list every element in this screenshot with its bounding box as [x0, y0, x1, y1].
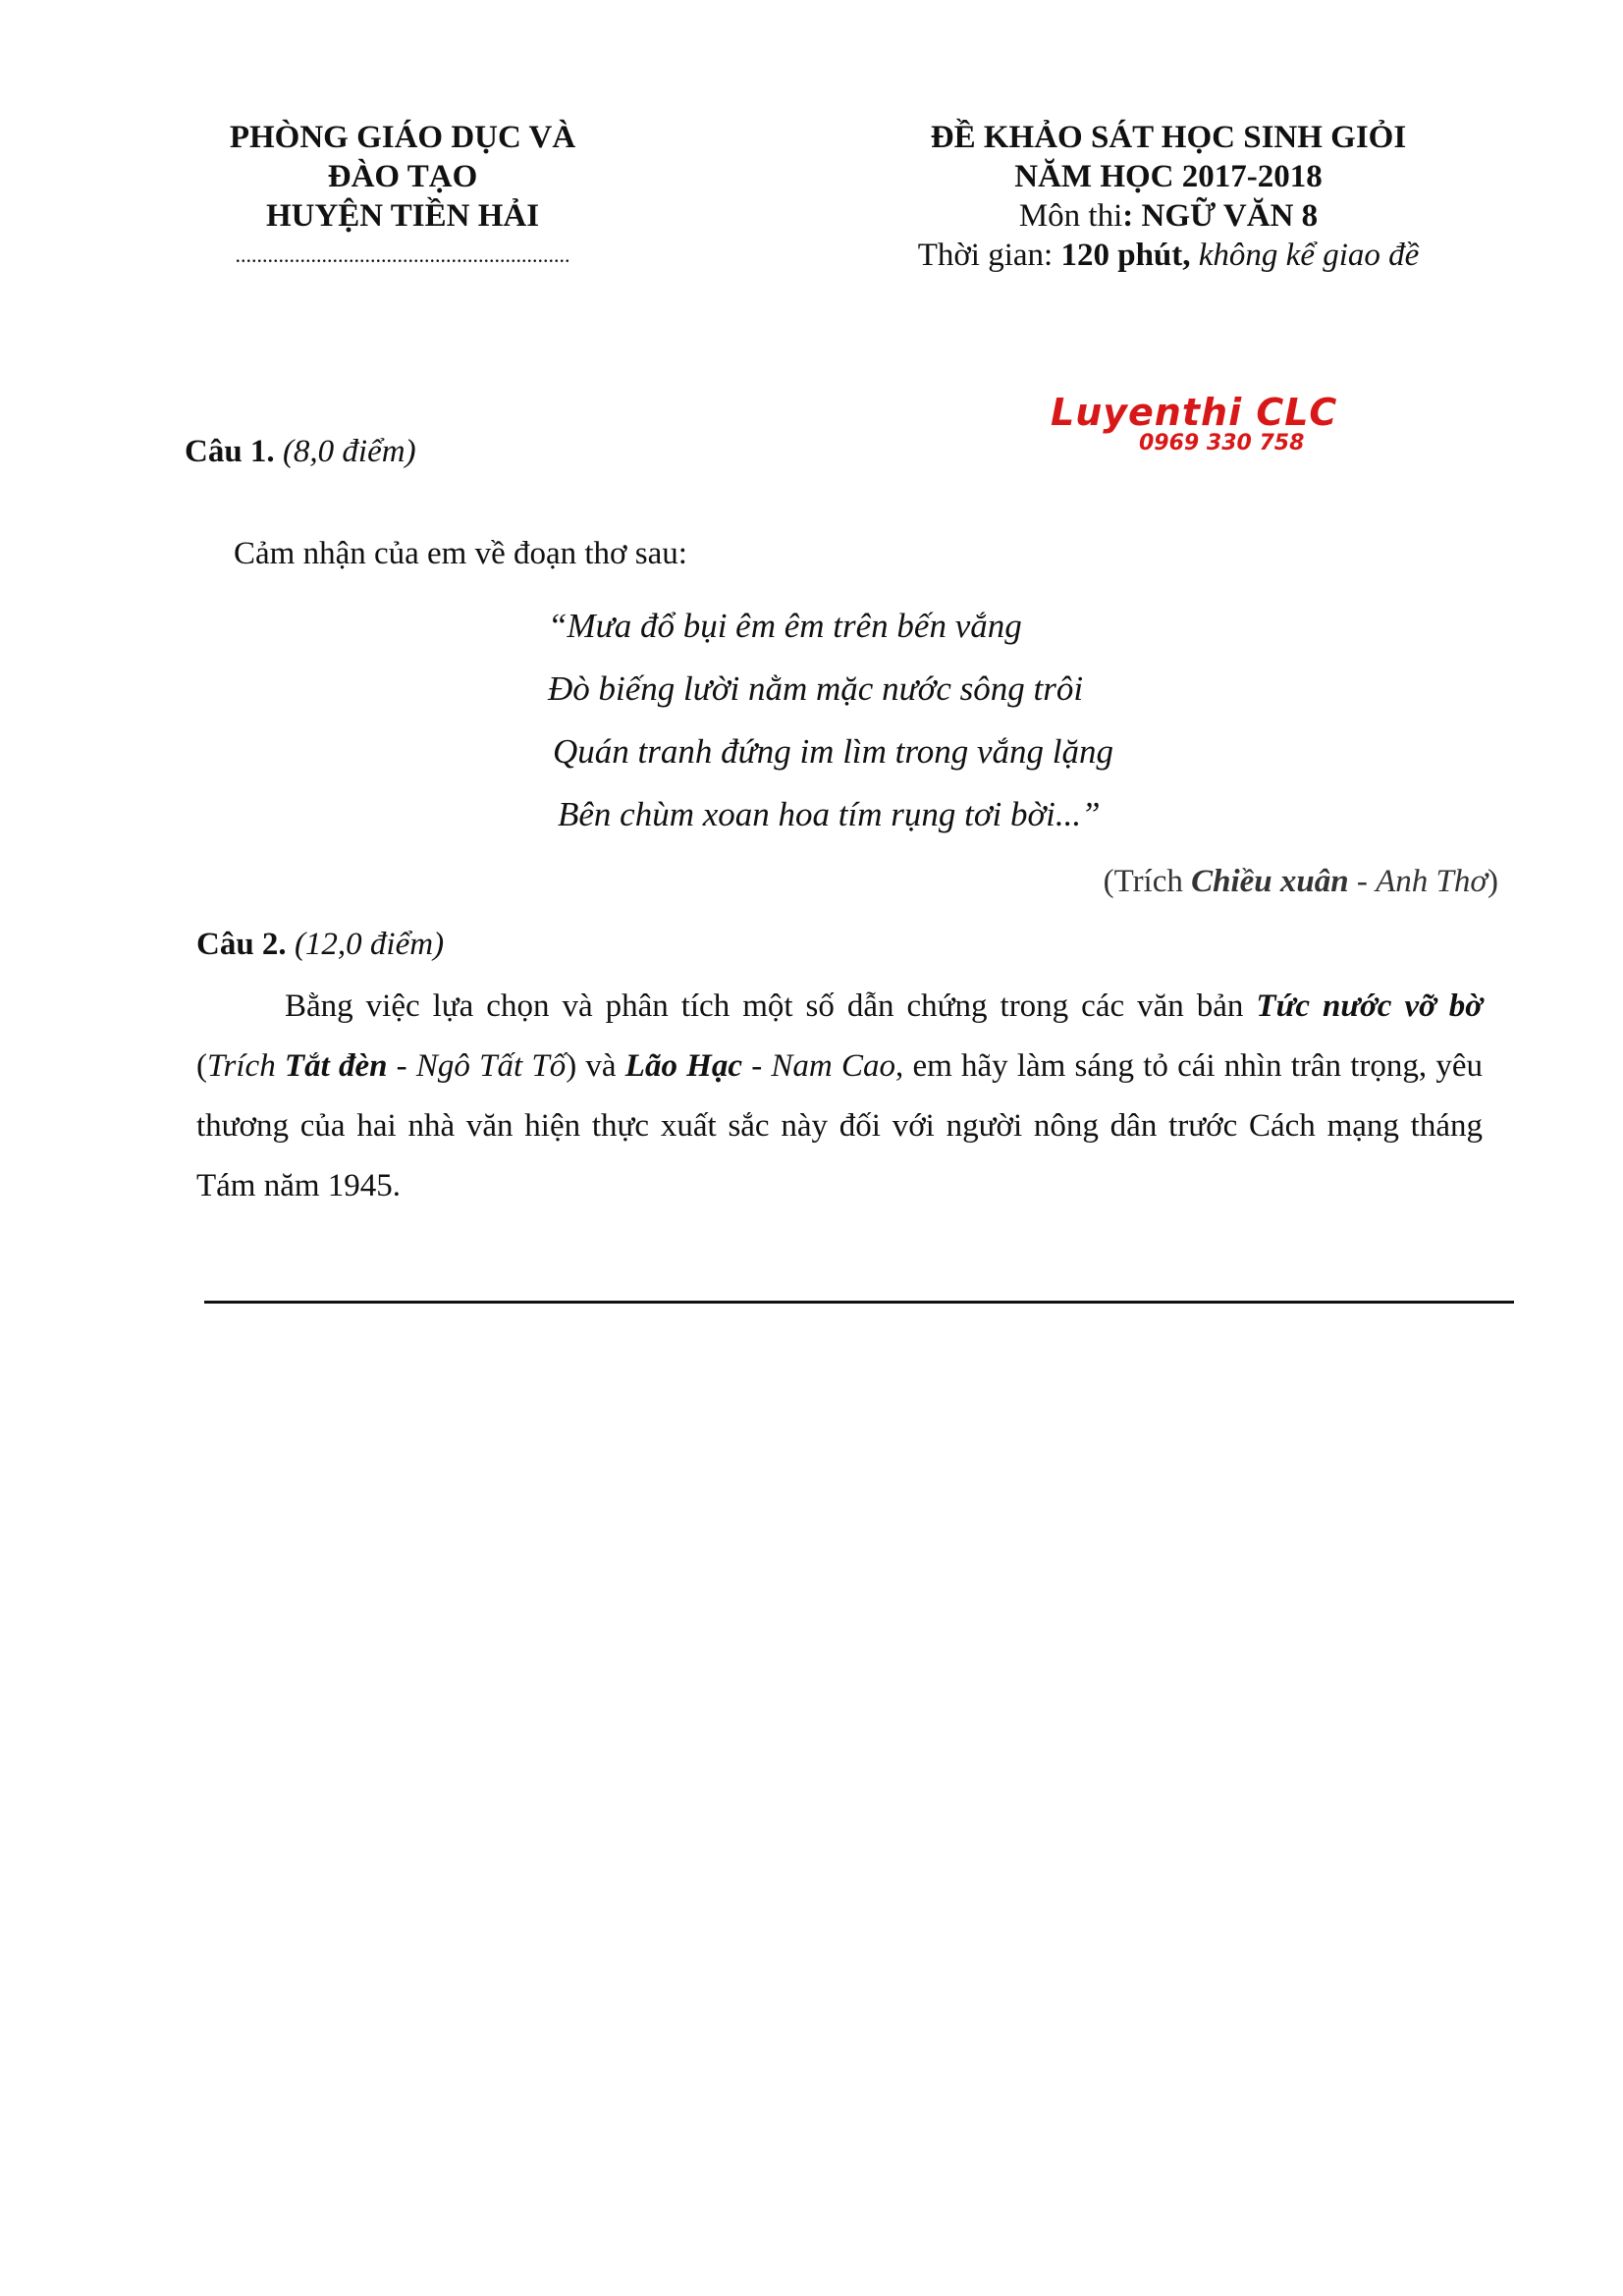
time-suffix: không kể giao đề [1190, 238, 1420, 273]
question2-heading [196, 925, 444, 964]
time-value: 120 phút, [1060, 238, 1191, 273]
question1-prompt: Cảm nhận của em về đoạn thơ sau: [234, 536, 687, 571]
header-left [196, 118, 609, 275]
department-name: PHÒNG GIÁO DỤC VÀ ĐÀO TẠO [229, 120, 576, 194]
subject-prefix: Môn thi [1018, 198, 1123, 234]
poem-line: “Mưa đổ bụi êm êm trên bến vắng [548, 607, 1022, 645]
dotted-separator: .............................................................. [235, 242, 570, 267]
citation-prefix: (Trích [1103, 864, 1192, 899]
question1-points: (8,0 điểm) [282, 434, 416, 469]
text-run: ( [196, 1048, 207, 1084]
trich-label: Trích [207, 1048, 285, 1084]
watermark-logo [1051, 393, 1365, 455]
exam-subject [864, 196, 1473, 236]
text-run: - [387, 1048, 416, 1084]
question2-body [196, 977, 1483, 1216]
poem-line: Quán tranh đứng im lìm trong vắng lặng [553, 732, 1113, 771]
poem-line: Bên chùm xoan hoa tím rụng tơi bời...” [558, 795, 1101, 833]
watermark-phone: 0969 330 758 [1139, 431, 1305, 455]
work-title-2: Tắt đèn [284, 1048, 388, 1084]
question2-points: (12,0 điểm) [294, 927, 445, 962]
question1-heading [185, 432, 416, 471]
school-year: NĂM HỌC 2017-2018 [1014, 159, 1323, 194]
poem-citation [1104, 862, 1498, 901]
exam-time [864, 236, 1473, 275]
text-run: Bằng việc lựa chọn và phân tích một số dẫn chứng trong các văn bản [285, 988, 1257, 1024]
text-run: , em hãy làm sáng tỏ cái nhìn trân trọng, yêu thương của hai nhà văn hiện thực xuất sắc này đối với người nông dân trước Cách mạng tháng Tám năm 1945. [196, 1048, 1483, 1203]
question1-label: Câu 1. [185, 434, 275, 469]
time-prefix: Thời gian: [917, 238, 1061, 273]
exam-title: ĐỀ KHẢO SÁT HỌC SINH GIỎI [930, 120, 1407, 155]
citation-author: Anh Thơ [1376, 864, 1488, 899]
work-title-1: Tức nước vỡ bờ [1256, 988, 1484, 1024]
citation-sep: - [1348, 864, 1377, 899]
author-2: Nam Cao [771, 1048, 895, 1084]
header-right [864, 118, 1473, 275]
watermark-title: Luyenthi CLC [1051, 391, 1338, 434]
end-rule [204, 1301, 1514, 1304]
question2-paragraph [196, 977, 1483, 1216]
citation-suffix: ) [1488, 864, 1498, 899]
work-title-3: Lão Hạc [624, 1048, 742, 1084]
author-1: Ngô Tất Tố [415, 1048, 567, 1084]
poem-line: Đò biếng lười nằm mặc nước sông trôi [548, 669, 1084, 708]
district-name: HUYỆN TIỀN HẢI [265, 198, 540, 234]
question2-label: Câu 2. [196, 927, 287, 962]
citation-work: Chiều xuân [1191, 864, 1349, 899]
text-run: ) và [566, 1048, 625, 1084]
text-run: - [741, 1048, 772, 1084]
subject-value: : NGỮ VĂN 8 [1122, 198, 1319, 234]
